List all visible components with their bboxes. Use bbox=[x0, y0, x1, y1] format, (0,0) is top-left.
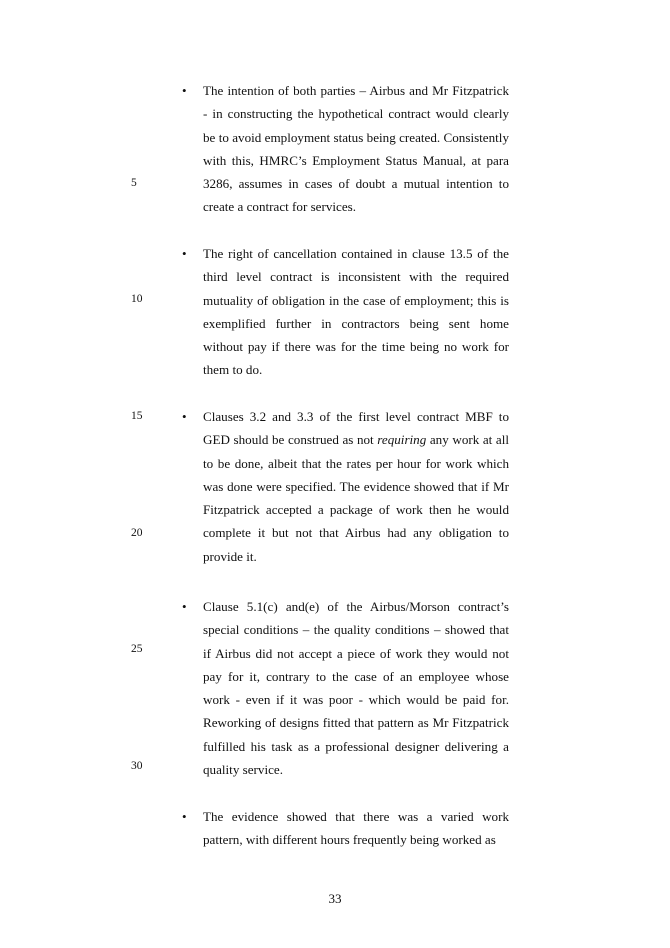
bullet-point-icon: • bbox=[182, 409, 187, 424]
line-number-25: 25 bbox=[131, 643, 143, 655]
paragraph-text: The intention of both parties – Airbus and Mr Fitzpatrick - in constructing the hypothetical contract would clearly be to avoid employment status being created. Consistently with this, HMRC’s Employment Status Manual, at para 3286, assumes in cases of doubt a mutual intention to create a contract for services. bbox=[203, 83, 509, 215]
bullet-paragraph-work-pattern bbox=[182, 805, 509, 852]
bullet-point-icon: • bbox=[182, 246, 187, 261]
bullet-paragraph-quality-conditions bbox=[182, 595, 509, 781]
paragraph-text: The right of cancellation contained in clause 13.5 of the third level contract is inconsistent with the required mutuality of obligation in the case of employment; this is exemplified further in contractors being sent home without pay if there was for the time being no work for them to do. bbox=[203, 246, 509, 378]
paragraph-text: Clause 5.1(c) and(e) of the Airbus/Morson contract’s special conditions – the quality conditions – showed that if Airbus did not accept a piece of work they would not pay for it, contrary to the case of an employee whose work - even if it was poor - which would be paid for. Reworking of designs fitted that pattern as Mr Fitzpatrick fulfilled his task as a professional designer delivering a quality service. bbox=[203, 599, 509, 778]
emphasis-text: requiring bbox=[377, 432, 427, 448]
line-number-20: 20 bbox=[131, 527, 143, 539]
page-number: 33 bbox=[328, 891, 342, 906]
bullet-paragraph-clauses bbox=[182, 405, 510, 568]
bullet-point-icon: • bbox=[182, 809, 187, 824]
line-number-10: 10 bbox=[131, 293, 143, 305]
bullet-point-icon: • bbox=[182, 83, 187, 98]
line-number-30: 30 bbox=[131, 760, 143, 772]
line-number-15: 15 bbox=[131, 410, 143, 422]
paragraph-text: Clauses 3.2 and 3.3 of the first level contract MBF to GED should be construed as not requiring any work at all to be done, albeit that the rates per hour for work which was done were specified. The evidence showed that if Mr Fitzpatrick accepted a package of work then he would complete it but not that Airbus had any obligation to provide it. bbox=[203, 409, 510, 564]
bullet-paragraph-intention bbox=[182, 79, 509, 219]
line-number-5: 5 bbox=[131, 177, 137, 189]
paragraph-text: The evidence showed that there was a varied work pattern, with different hours frequently being worked as bbox=[203, 809, 509, 848]
bullet-point-icon: • bbox=[182, 599, 187, 614]
bullet-paragraph-cancellation bbox=[182, 242, 509, 382]
